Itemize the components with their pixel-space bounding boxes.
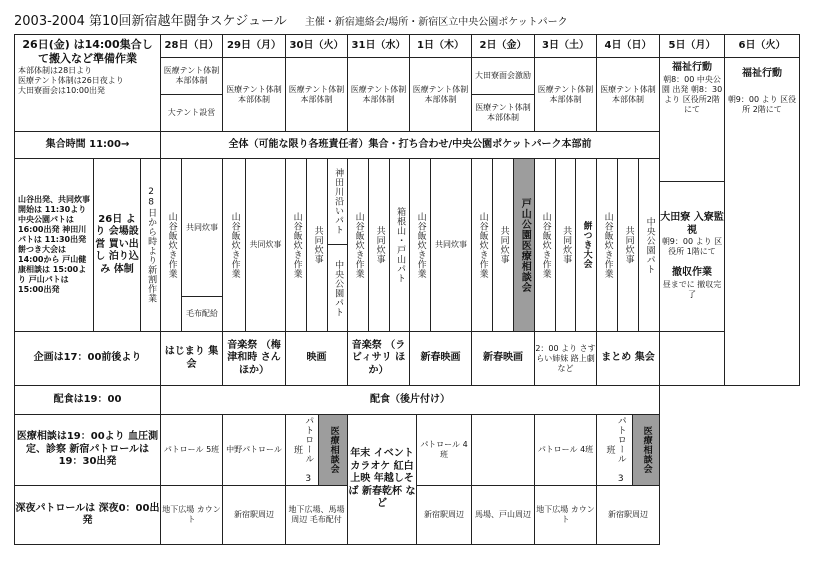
d3-mochi: 餅つき大会 [575, 158, 597, 332]
d1-tent: 医療テント体制 本部体制 [409, 57, 472, 132]
nenmatsu-event: 年末 イベント カラオケ 紅白上映 年越しそば 新春乾杯 など [347, 414, 417, 545]
pre-note-3: 大田寮面会は10:00出発 [18, 85, 106, 95]
patrol-info: 医療相談は19：00より 血圧測定、診察 新宿パトロールは 19：30出発 [14, 414, 161, 486]
d6-welfare-heading: 福祉行動 [742, 68, 782, 79]
d4-chuo: 中央公園パト [638, 158, 660, 332]
patrol-4: パトロール 3班 [596, 414, 633, 486]
d28-yamaya: 山谷飯炊き作業 [160, 158, 182, 332]
event-29: 音楽祭 （梅津和時 さんほか） [222, 331, 286, 386]
d30-tent: 医療テント体制 本部体制 [285, 57, 348, 132]
event-4: まとめ 集会 [596, 331, 660, 386]
d31-kyodo: 共同炊事 [368, 158, 390, 332]
event-3: 2：00 より さすらい姉妹 路上劇など [534, 331, 597, 386]
pre-note-1: 本部体制は28日より [18, 65, 93, 75]
d31-tent: 医療テント体制 本部体制 [347, 57, 410, 132]
night-4: 新宿駅周辺 [596, 485, 660, 545]
event-28: はじまり 集会 [160, 331, 223, 386]
d1-kyodo: 共同炊事 [430, 158, 472, 332]
d5-withdraw-detail: 昼までに 撤収完了 [662, 279, 722, 299]
d5-work [659, 181, 725, 332]
d4-kyodo: 共同炊事 [617, 158, 639, 332]
event-1: 新春映画 [409, 331, 472, 386]
meal-main: 配食（後片付け） [160, 385, 660, 415]
d2-yamaya: 山谷飯炊き作業 [471, 158, 493, 332]
night-1: 新宿駅周辺 [416, 485, 472, 545]
d2-kyodo: 共同炊事 [492, 158, 514, 332]
medical-4: 医療相談会 [632, 414, 660, 486]
d6-welfare [724, 57, 800, 386]
night-info: 深夜パトロールは 深夜0：00出発 [14, 485, 161, 545]
pre-note-2: 医療テント体制は26日夜より [18, 75, 124, 85]
day-header-3: 3日（土） [534, 34, 597, 58]
day-header-4: 4日（日） [596, 34, 660, 58]
event-31: 音楽祭 （ラビィサリ ほか） [347, 331, 410, 386]
work-28-early: 28日から時より新割作業 [140, 158, 161, 332]
day-header-28: 28日（日） [160, 34, 223, 58]
d1-yamaya: 山谷飯炊き作業 [409, 158, 431, 332]
event-30: 映画 [285, 331, 348, 386]
event-2: 新春映画 [471, 331, 535, 386]
meal-time: 配食は19：00 [14, 385, 161, 415]
d3-tent: 医療テント体制 本部体制 [534, 57, 597, 132]
night-30: 地下広場、馬場周辺 毛布配付 [285, 485, 348, 545]
patrol-29: 中野パトロール [222, 414, 286, 486]
d5-withdraw-heading: 撤収作業 [672, 267, 712, 278]
d6-welfare-detail: 朝9：00 より 区役所 2階にて [727, 94, 797, 114]
d30-yamaya: 山谷飯炊き作業 [285, 158, 307, 332]
d28-big-tent: 大テント設営 [160, 94, 223, 132]
d5-welfare-detail: 朝8：00 中央公園 出発 朝8：30 より 区役所2階 にて [661, 74, 723, 114]
day-header-2: 2日（金） [471, 34, 535, 58]
d3-yamaya: 山谷飯炊き作業 [534, 158, 556, 332]
patrol-28: パトロール 5班 [160, 414, 223, 486]
assembly-main: 全体（可能な限り各班責任者）集合・打ち合わせ/中央公園ポケットパーク本部前 [160, 131, 660, 159]
day-header-30: 30日（火） [285, 34, 348, 58]
d5-welfare [659, 57, 725, 182]
medical-30: 医療相談会 [318, 414, 348, 486]
d30-chuo: 中央公園パト [327, 244, 348, 332]
night-2: 馬場、戸山周辺 [471, 485, 535, 545]
work-info: 山谷出発、共同炊事開始は 11:30より 中央公園パトは 16:00出発 神田川パトは 11:30出発 餅つき大会は 14:00から 戸山健康相談は 15:00より 戸山パトは 15:00出発 [14, 158, 94, 332]
title-text: 2003-2004 第10回新宿越年闘争スケジュール [14, 14, 287, 29]
day-header-5: 5日（月） [659, 34, 725, 58]
pre-info [14, 34, 161, 132]
events-time: 企画は17：00前後より [14, 331, 161, 386]
subtitle-text: 主催・新宿連絡会/場所・新宿区立中央公園ポケットパーク [304, 17, 568, 28]
d28-kyodo: 共同炊事 [181, 158, 223, 297]
d3-kyodo: 共同炊事 [555, 158, 576, 332]
d5-ota-heading: 大田寮 入寮監視 [660, 212, 724, 236]
d2-toyama-medical: 戸山公園医療相談会 [513, 158, 535, 332]
patrol-30: パトロール 3班 [285, 414, 319, 486]
d4-tent: 医療テント体制 本部体制 [596, 57, 660, 132]
d28-tent: 医療テント体制 本部体制 [160, 57, 223, 95]
night-29: 新宿駅周辺 [222, 485, 286, 545]
d5-ota-detail: 朝9：00 より 区役所 1階にて [661, 237, 723, 256]
day-header-29: 29日（月） [222, 34, 286, 58]
night-28: 地下広場 カウント [160, 485, 223, 545]
patrol-2-empty [471, 414, 535, 486]
d29-yamaya: 山谷飯炊き作業 [222, 158, 246, 332]
day-header-6: 6日（火） [724, 34, 800, 58]
d29-tent: 医療テント体制 本部体制 [222, 57, 286, 132]
work-26: 26日 より 会場設営 買い出し 泊り込み 体制 [93, 158, 141, 332]
day-header-1: 1日（木） [409, 34, 472, 58]
d4-yamaya: 山谷飯炊き作業 [596, 158, 618, 332]
d5-welfare-heading: 福祉行動 [672, 62, 712, 73]
d31-hakone: 箱根山・戸山パト [389, 158, 410, 332]
patrol-1: パトロール 4班 [416, 414, 472, 486]
patrol-3: パトロール 4班 [534, 414, 597, 486]
assembly-time: 集合時間 11:00→ [14, 131, 161, 159]
night-3: 地下広場 カウント [534, 485, 597, 545]
day-header-31: 31日（水） [347, 34, 410, 58]
d30-kanda: 神田川沿いパト [327, 158, 348, 245]
d28-mofu: 毛布配給 [181, 296, 223, 332]
d2-tent: 医療テント体制 本部体制 [471, 94, 535, 132]
d2-ota-visit: 大田寮面会激励 [471, 57, 535, 95]
d30-kyodo: 共同炊事 [306, 158, 328, 332]
pre-heading: 26日(金) は14:00集合して搬入など準備作業 [22, 38, 153, 65]
d31-yamaya: 山谷飯炊き作業 [347, 158, 369, 332]
event-5-empty [659, 331, 725, 386]
d29-kyodo: 共同炊事 [245, 158, 286, 332]
